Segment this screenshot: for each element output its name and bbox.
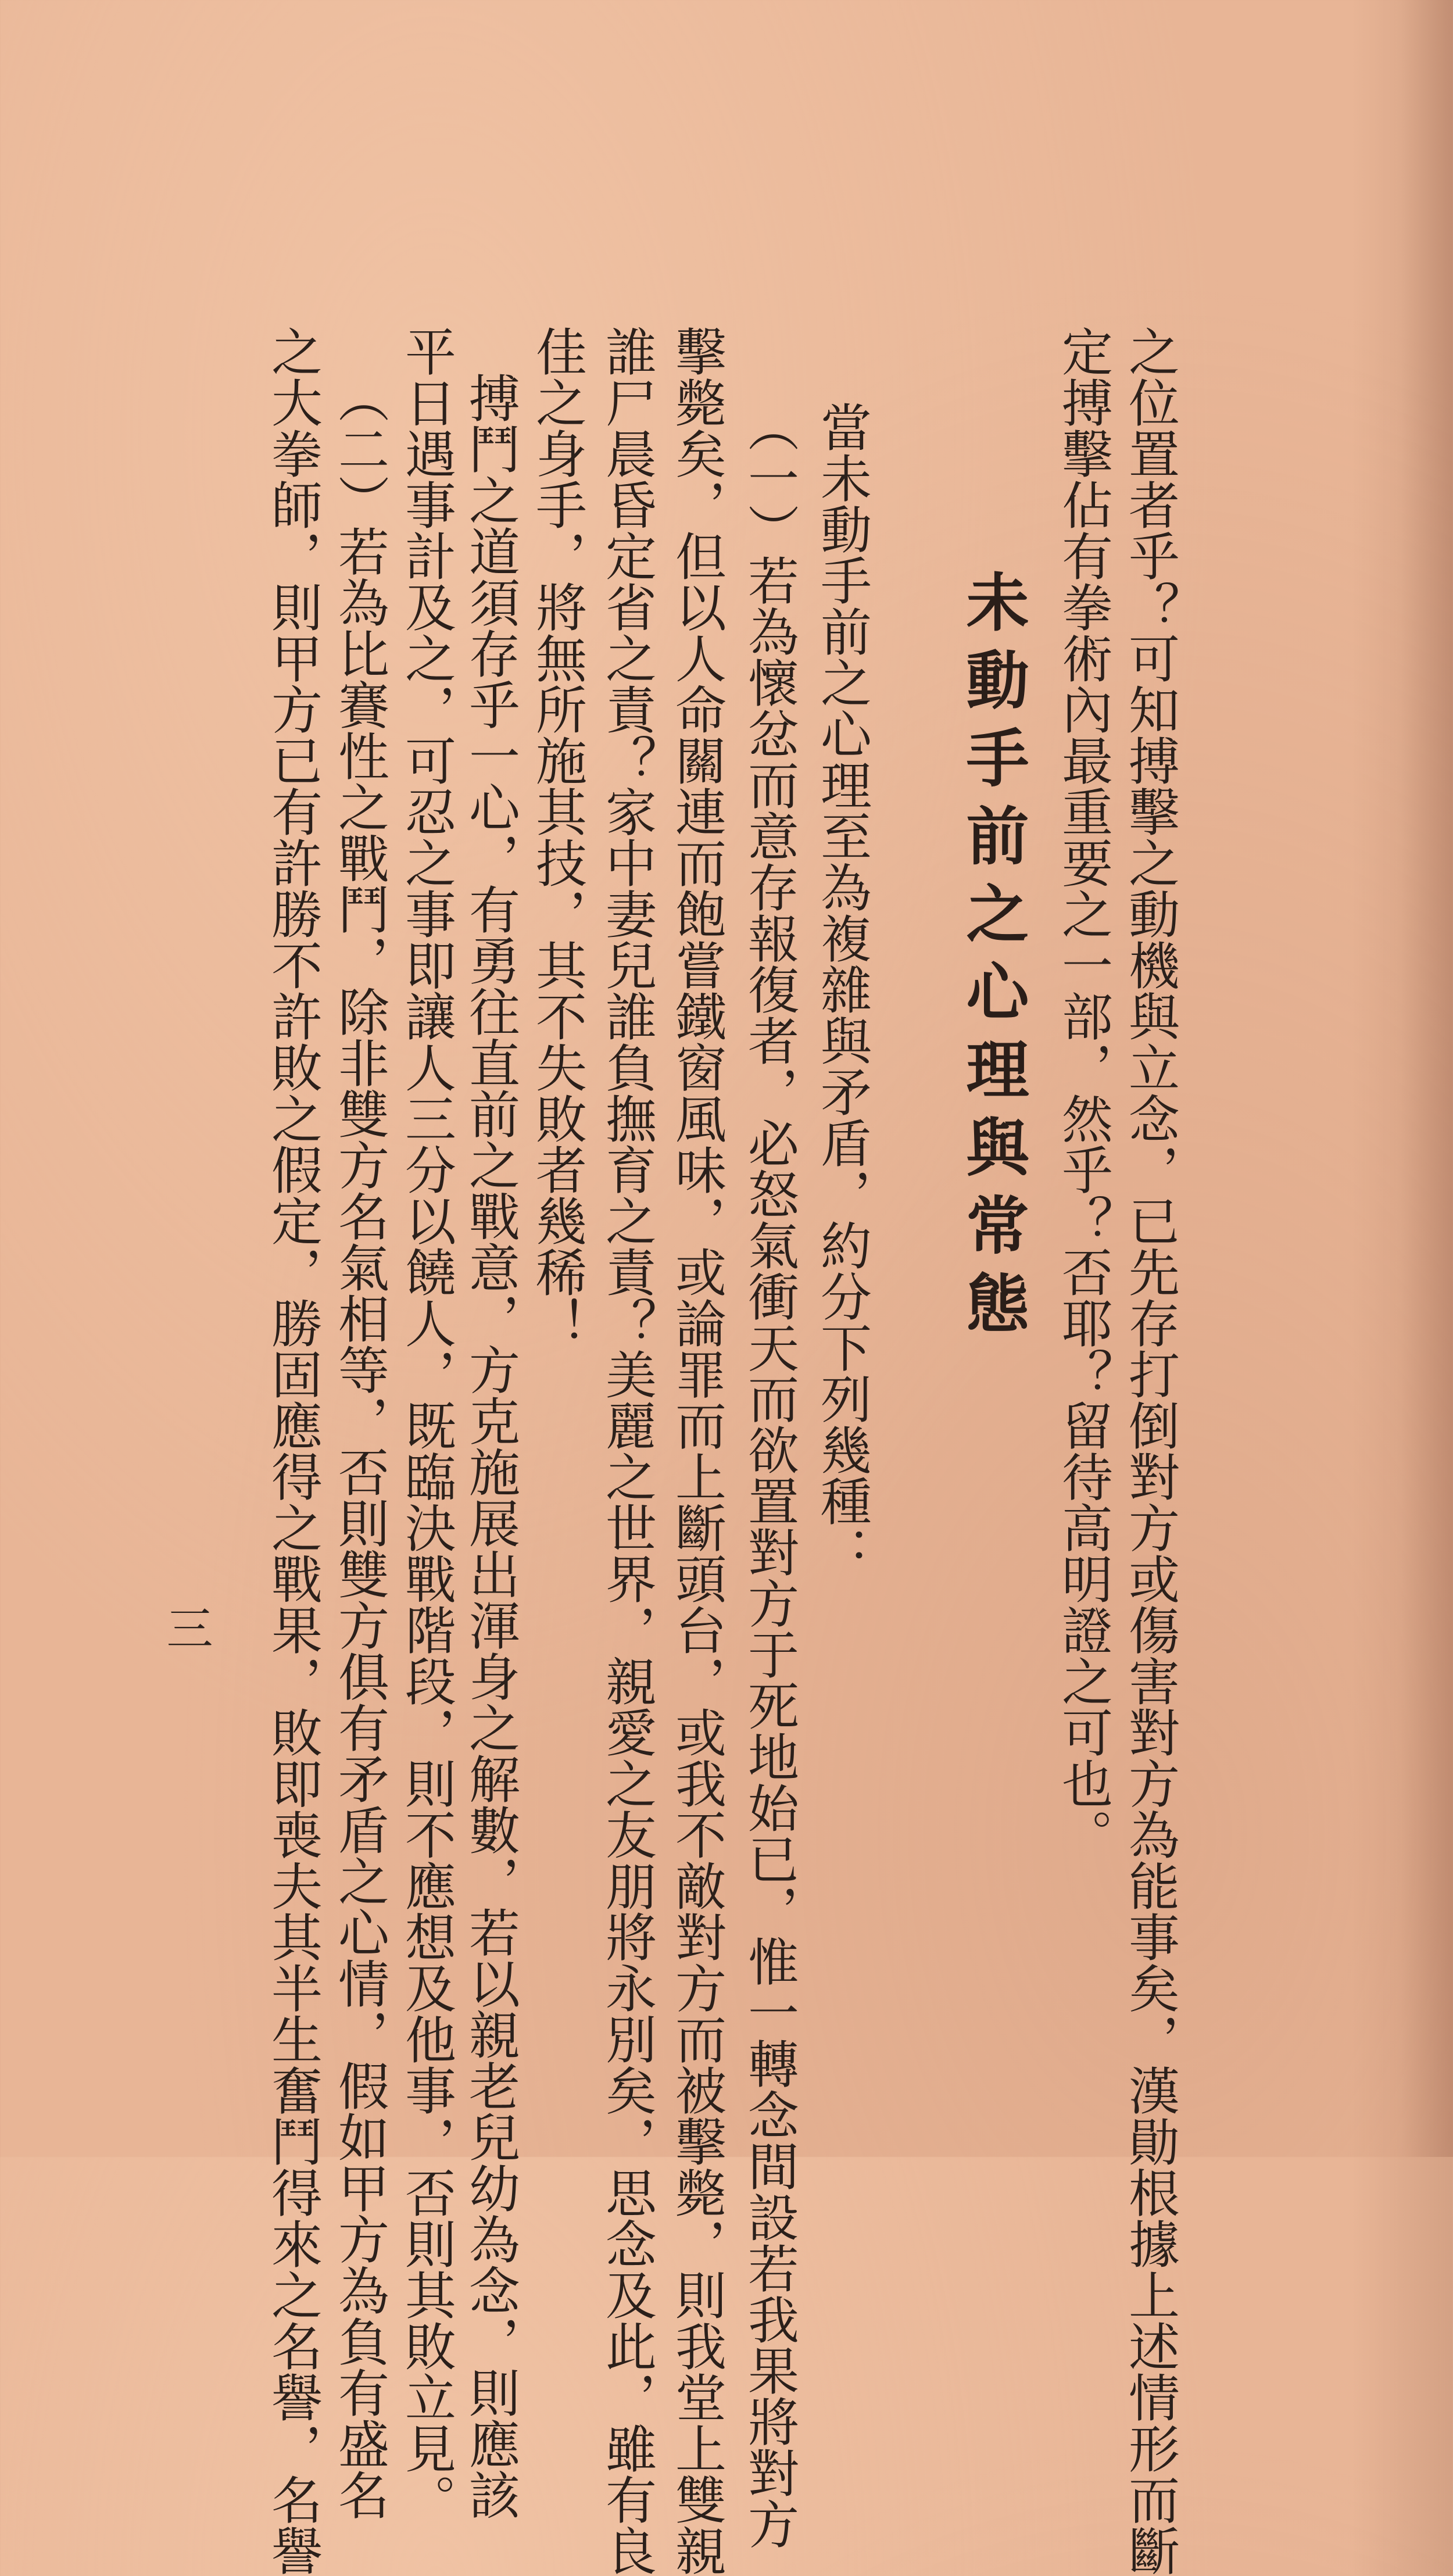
text-column-4: （一）若為懷忿而意存報復者，必怒氣衝天而欲置對方于死地始已，惟一轉念間設若我果將對方 xyxy=(740,401,800,2549)
text-column-3: 當未動手前之心理至為複雜與矛盾，約分下列幾種： xyxy=(813,401,872,1577)
text-column-6: 誰尸晨昏定省之責？家中妻兒誰負撫育之責？美麗之世界，親愛之友朋將永別矣，思念及此，雖有良 xyxy=(597,325,657,2576)
text-column-7: 佳之身手，將無所施其技，其不失敗者幾稀！ xyxy=(528,325,588,1348)
section-heading: 未動手前之心理與常態 xyxy=(955,570,1029,1348)
text-column-1: 之位置者乎？可知搏擊之動機與立念，已先存打倒對方或傷害對方為能事矣，漢勛根據上述情形而斷 xyxy=(1121,325,1180,2576)
text-column-2: 定搏擊佔有拳術內最重要之一部，然乎？否耶？留待高明證之可也。 xyxy=(1054,325,1114,1860)
text-column-8: 搏鬥之道須存乎一心，有勇往直前之戰意，方克施展出渾身之解數，若以親老兒幼為念，則應該 xyxy=(461,372,521,2520)
text-column-5: 擊斃矣，但以人命關連而飽嘗鐵窗風味，或論罪而上斷頭台，或我不敵對方而被擊斃，則我堂上雙親 xyxy=(667,325,727,2576)
text-column-11: 之大拳師，則甲方已有許勝不許敗之假定，勝固應得之戰果，敗即喪夫其半生奮鬥得來之名譽，名譽 xyxy=(263,325,323,2576)
text-column-9: 平日遇事計及之，可忍之事即讓人三分以饒人，既臨決戰階段，則不應想及他事，否則其敗立見。 xyxy=(397,325,457,2525)
text-column-10: （二）若為比賽性之戰鬥，除非雙方名氣相等，否則雙方俱有矛盾之心情，假如甲方為負有盛名 xyxy=(330,372,390,2520)
page-number: 三 xyxy=(159,1604,213,1651)
page-spine-shadow xyxy=(1401,0,1453,2157)
